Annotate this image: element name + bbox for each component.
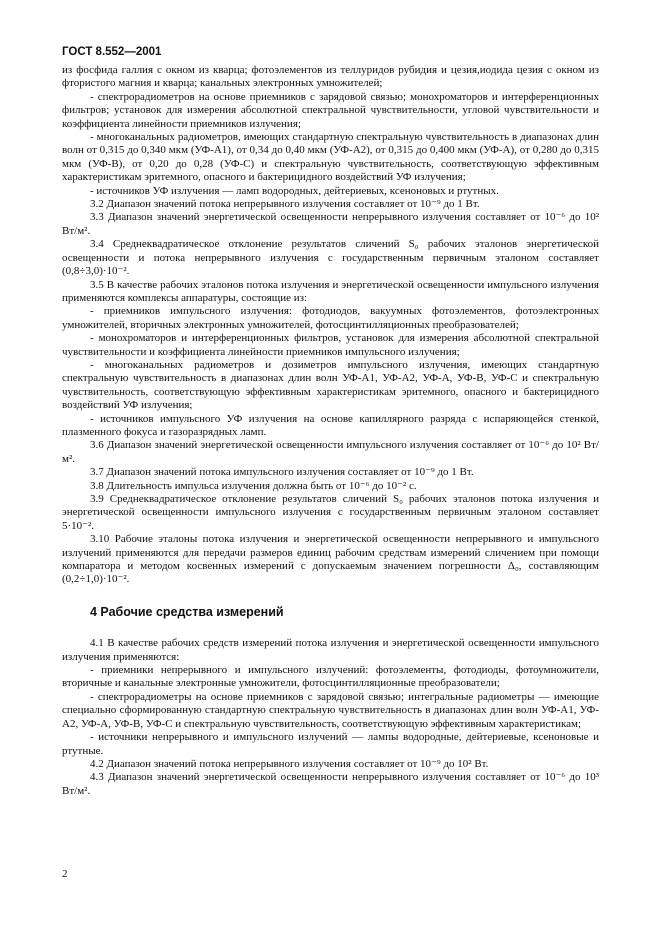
page-number: 2 (62, 868, 68, 880)
paragraph: - приемников импульсного излучения: фотодиодов, вакуумных фотоэлементов, фотоэлектронных умножителей, вторичных электронных умножителей, фотосцинтилляционных преобразователей; (62, 305, 599, 331)
paragraph: - источников УФ излучения — ламп водородных, дейтериевых, ксеноновых и ртутных. (90, 184, 499, 197)
section-4-body (62, 637, 599, 798)
paragraph: 3.4 Среднеквадратическое отклонение результатов сличений S₀ рабочих эталонов энергетической освещенности и потока непрерывного излучения с государственным первичным эталоном составляет (0,8÷3,0)·10⁻². (62, 238, 599, 278)
paragraph: 3.10 Рабочие эталоны потока излучения и энергетической освещенности непрерывного и импульсного излучений применяются для передачи размеров единиц рабочим средствам измерений сличением при помощи компаратора и методом косвенных измерений с допускаемым значением погрешности Δ₀, составляющим (0,2÷1,0)·10⁻². (62, 533, 599, 586)
paragraph: из фосфида галлия с окном из кварца; фотоэлементов из теллуридов рубидия и цезия,иодида цезия с окном из фтористого магния и кварца; канальных электронных умножителей; (62, 64, 599, 90)
paragraph: - монохроматоров и интерференционных фильтров, установок для измерения абсолютной спектральной чувствительности и коэффициента линейности приемников импульсного излучения; (62, 332, 599, 358)
paragraph: - источников импульсного УФ излучения на основе капиллярного разряда с испаряющейся стенкой, плазменного фокуса и газоразрядных ламп. (62, 412, 599, 438)
paragraph: 3.6 Диапазон значений энергетической освещенности импульсного излучения составляет от 10⁻⁶ до 10² Вт/м². (62, 439, 599, 465)
section-3-body (62, 64, 599, 587)
paragraph: - источники непрерывного и импульсного излучений — лампы водородные, дейтериевые, ксеноновые и ртутные. (62, 731, 599, 757)
paragraph: - многоканальных радиометров и дозиметров импульсного излучения, имеющих стандартную спектральную чувствительность в диапазонах длин волн УФ-А1, УФ-А2, УФ-А, УФ-В, УФ-С и спектральную чувствительность, соответствующую эффективным характеристикам эритемного, опасного и бактерицидного воздействий УФ излучения; (62, 358, 599, 412)
page-content (62, 64, 599, 798)
paragraph: - приемники непрерывного и импульсного излучений: фотоэлементы, фотодиоды, фотоумножители, вторичные и канальные электронные умножители, фотосцинтилляционные преобразователи; (62, 664, 599, 690)
paragraph: - спектрорадиометров на основе приемников с зарядовой связью; монохроматоров и интерференционных фильтров; установок для измерения абсолютной спектральной чувствительности, угловой чувствительности и коэффициента линейности приемников излучения; (62, 90, 599, 130)
paragraph: 3.3 Диапазон значений энергетической освещенности непрерывного излучения составляет от 10⁻⁶ до 10² Вт/м². (62, 211, 599, 237)
paragraph: 3.9 Среднеквадратическое отклонение результатов сличений S₀ рабочих эталонов потока излучения и энергетической освещенности импульсного излучения с государственным первичным эталоном составляет 5·10⁻². (62, 493, 599, 532)
paragraph: 3.2 Диапазон значений потока непрерывного излучения составляет от 10⁻⁹ до 1 Вт. (90, 198, 480, 211)
paragraph: - спектрорадиометры на основе приемников с зарядовой связью; интегральные радиометры — имеющие специально сформированную стандартную спектральную чувствительность в диапазонах длин волн УФ-А1, УФ-А2, УФ-А, УФ-В, УФ-С и спектральную чувствительность, соответствующую эффективным характеристикам; (62, 690, 599, 730)
document-code-header: ГОСТ 8.552—2001 (62, 46, 162, 58)
paragraph: - многоканальных радиометров, имеющих стандартную спектральную чувствительность в диапазонах длин волн от 0,315 до 0,340 мкм (УФ-А1), от 0,34 до 0,40 мкм (УФ-А2), от 0,315 до 0,400 мкм (УФ-А), от 0,280 до 0,315 мкм (УФ-В), от 0,20 до 0,28 (УФ-С) и спектральную чувствительность, соответствующую эффективным характеристикам эритемного, опасного и бактерицидного воздействий УФ излучения; (62, 131, 599, 184)
paragraph: 3.7 Диапазон значений потока импульсного излучения составляет от 10⁻⁹ до 1 Вт. (90, 466, 474, 479)
paragraph: 3.5 В качестве рабочих эталонов потока излучения и энергетической освещенности импульсного излучения применяются комплексы аппаратуры, состоящие из: (62, 278, 599, 304)
paragraph: 4.3 Диапазон значений энергетической освещенности непрерывного излучения составляет от 10⁻⁶ до 10³ Вт/м². (62, 771, 599, 797)
paragraph: 4.1 В качестве рабочих средств измерений потока излучения и энергетической освещенности импульсного излучения применяются: (62, 637, 599, 663)
paragraph: 3.8 Длительность импульса излучения должна быть от 10⁻⁶ до 10⁻² с. (90, 479, 417, 492)
section-title: 4 Рабочие средства измерений (90, 604, 284, 619)
paragraph: 4.2 Диапазон значений потока непрерывного излучения составляет от 10⁻⁹ до 10² Вт. (90, 757, 489, 770)
